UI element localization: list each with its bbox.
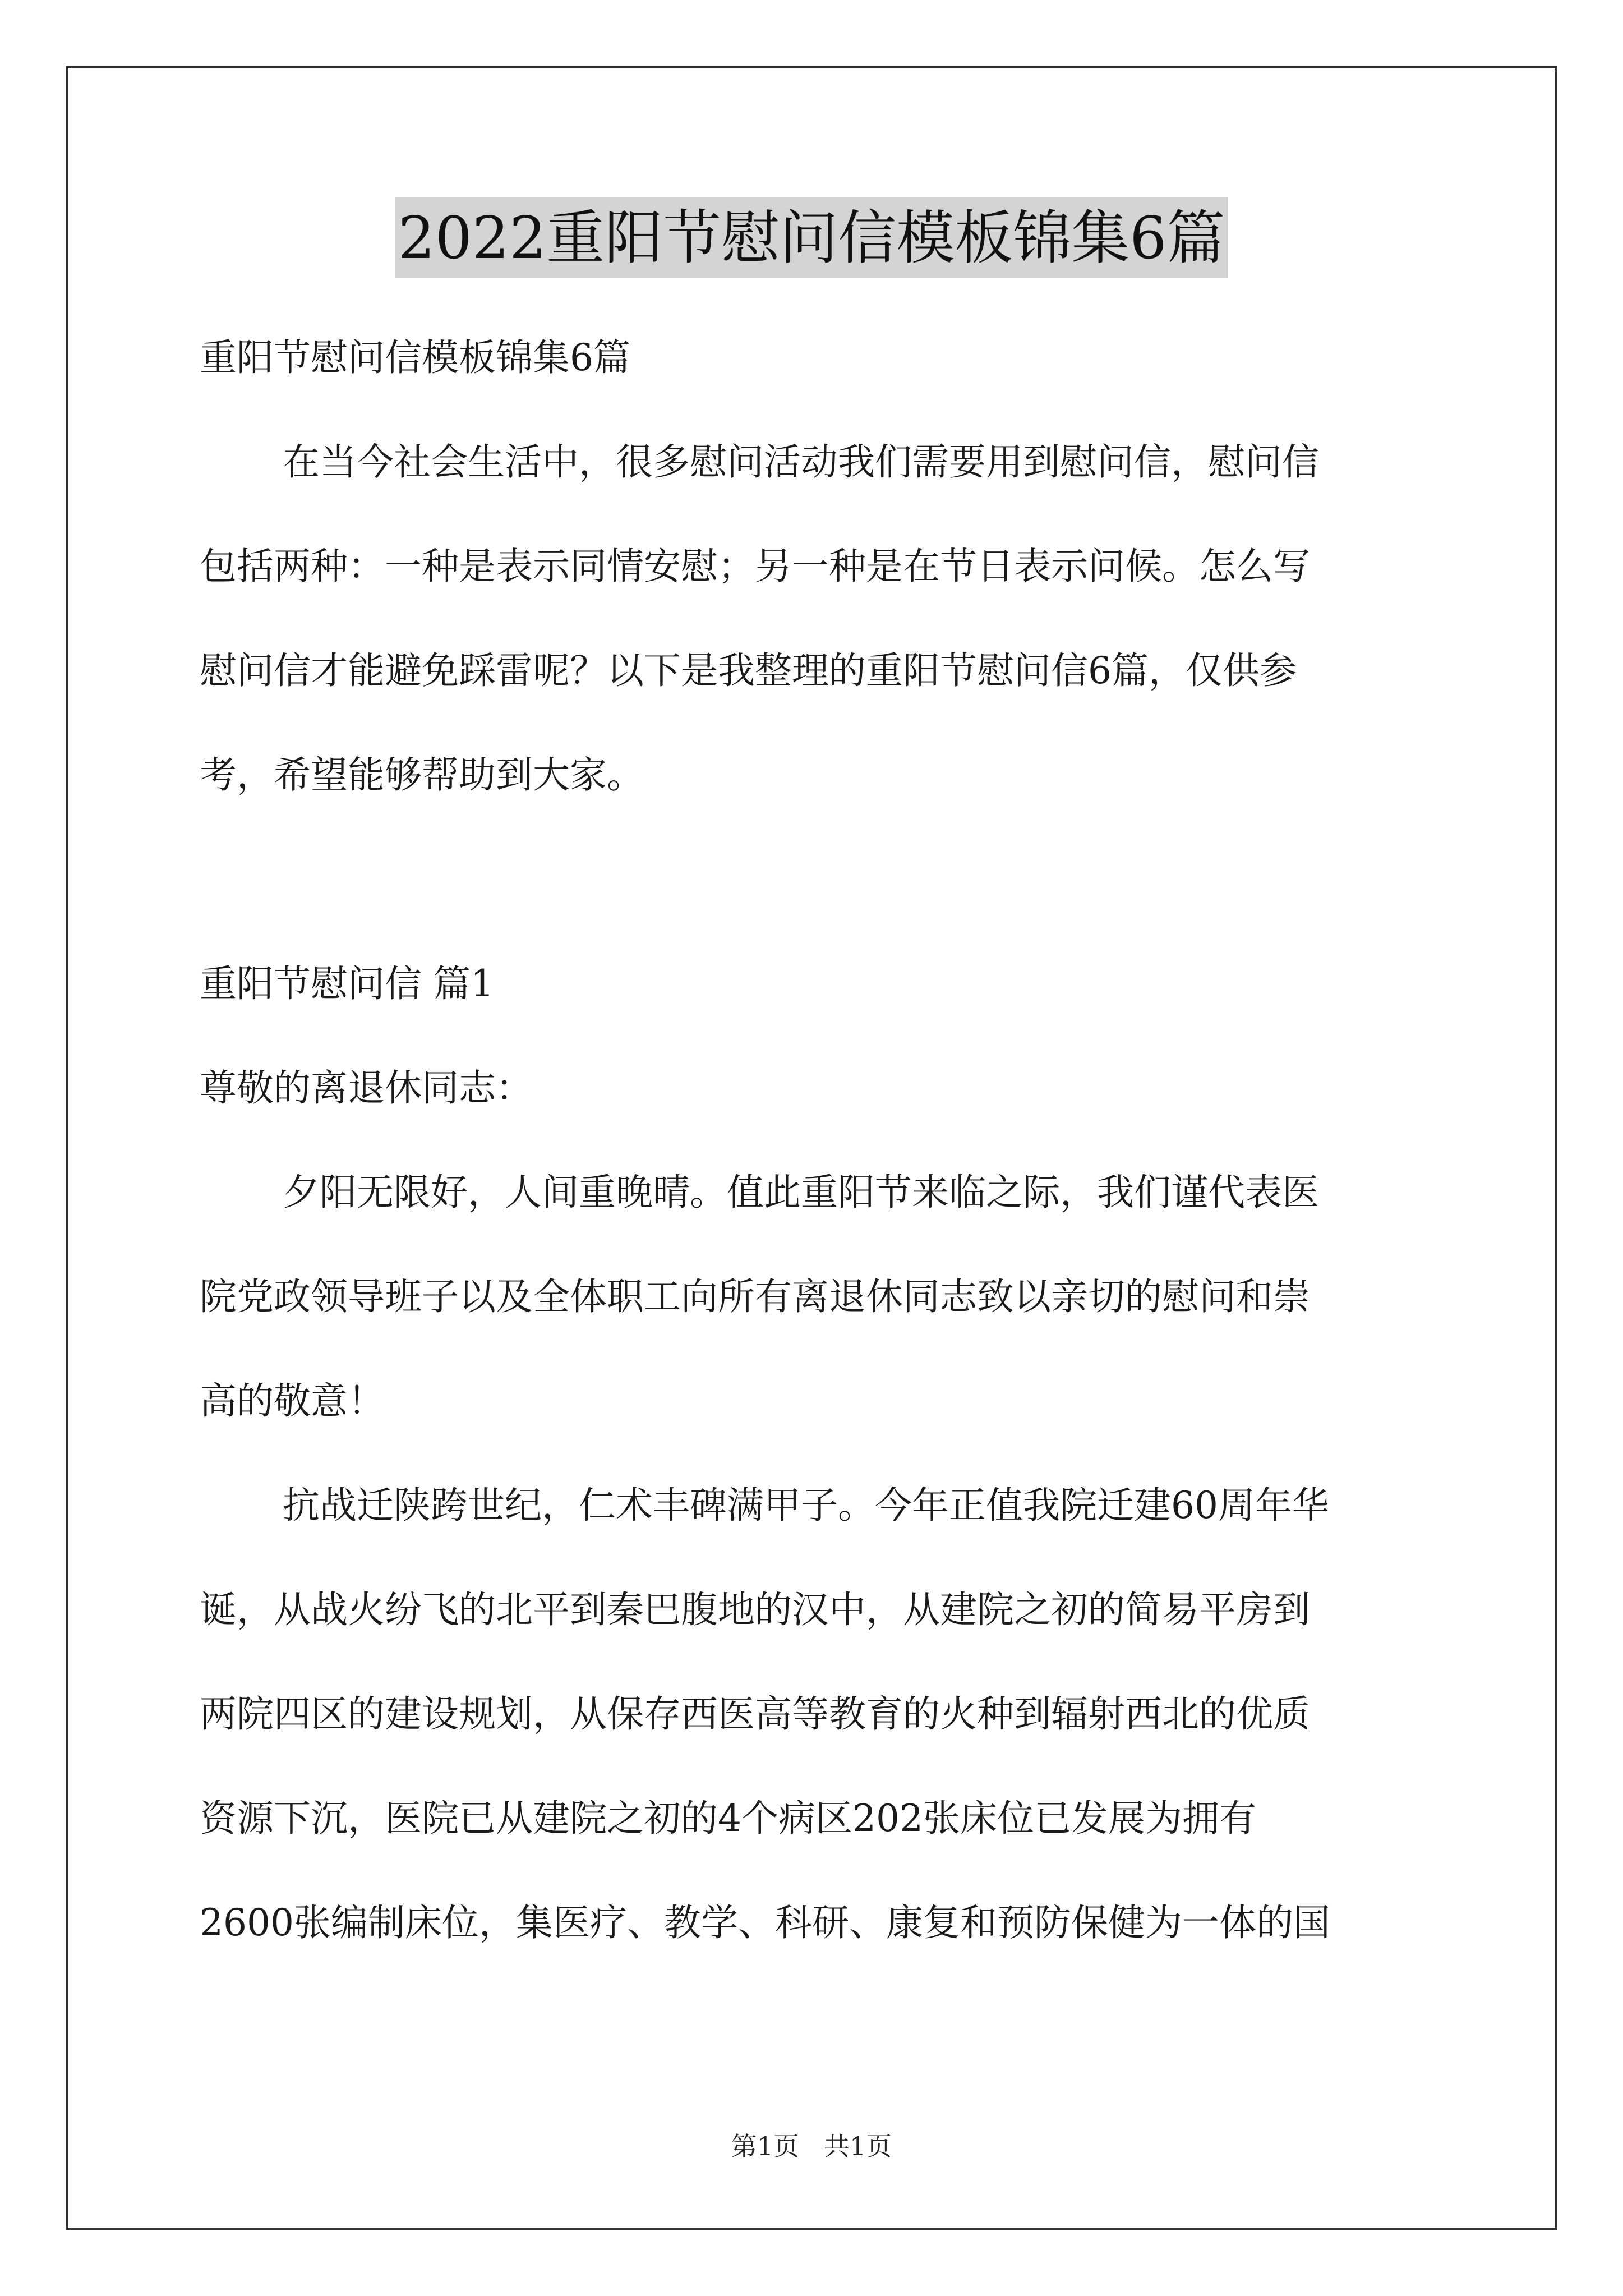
- intro-line: 在当今社会生活中，很多慰问活动我们需要用到慰问信，慰问信: [283, 440, 1319, 484]
- body-line: 2600张编制床位，集医疗、教学、科研、康复和预防保健为一体的国: [200, 1901, 1330, 1944]
- intro-line: 慰问信才能避免踩雷呢？以下是我整理的重阳节慰问信6篇，仅供参: [200, 649, 1297, 692]
- page-number: 第1页: [731, 2131, 800, 2161]
- page-footer: [0, 2129, 1623, 2163]
- body-line: 抗战迁陕跨世纪，仁术丰碑满甲子。今年正值我院迁建60周年华: [283, 1484, 1329, 1527]
- blank-line: [200, 827, 1428, 932]
- subtitle-line: 重阳节慰问信模板锦集6篇: [200, 336, 630, 379]
- document-title: 2022重阳节慰问信模板锦集6篇: [395, 197, 1229, 278]
- intro-line: 考，希望能够帮助到大家。: [200, 753, 644, 797]
- body-line: 高的敬意！: [200, 1379, 385, 1423]
- intro-line: 包括两种：一种是表示同情安慰；另一种是在节日表示问候。怎么写: [200, 545, 1310, 588]
- section-heading: 重阳节慰问信 篇1: [200, 962, 494, 1005]
- body-line: 资源下沉，医院已从建院之初的4个病区202张床位已发展为拥有: [200, 1797, 1256, 1840]
- title-container: [0, 197, 1623, 278]
- document-body: [200, 306, 1428, 1975]
- body-line: 夕阳无限好，人间重晚晴。值此重阳节来临之际，我们谨代表医: [283, 1171, 1319, 1214]
- body-line: 院党政领导班子以及全体职工向所有离退休同志致以亲切的慰问和崇: [200, 1275, 1310, 1318]
- body-line: 诞，从战火纷飞的北平到秦巴腹地的汉中，从建院之初的简易平房到: [200, 1588, 1310, 1631]
- salutation: 尊敬的离退休同志：: [200, 1066, 533, 1110]
- page-total: 共1页: [823, 2131, 892, 2161]
- body-line: 两院四区的建设规划，从保存西医高等教育的火种到辐射西北的优质: [200, 1692, 1310, 1736]
